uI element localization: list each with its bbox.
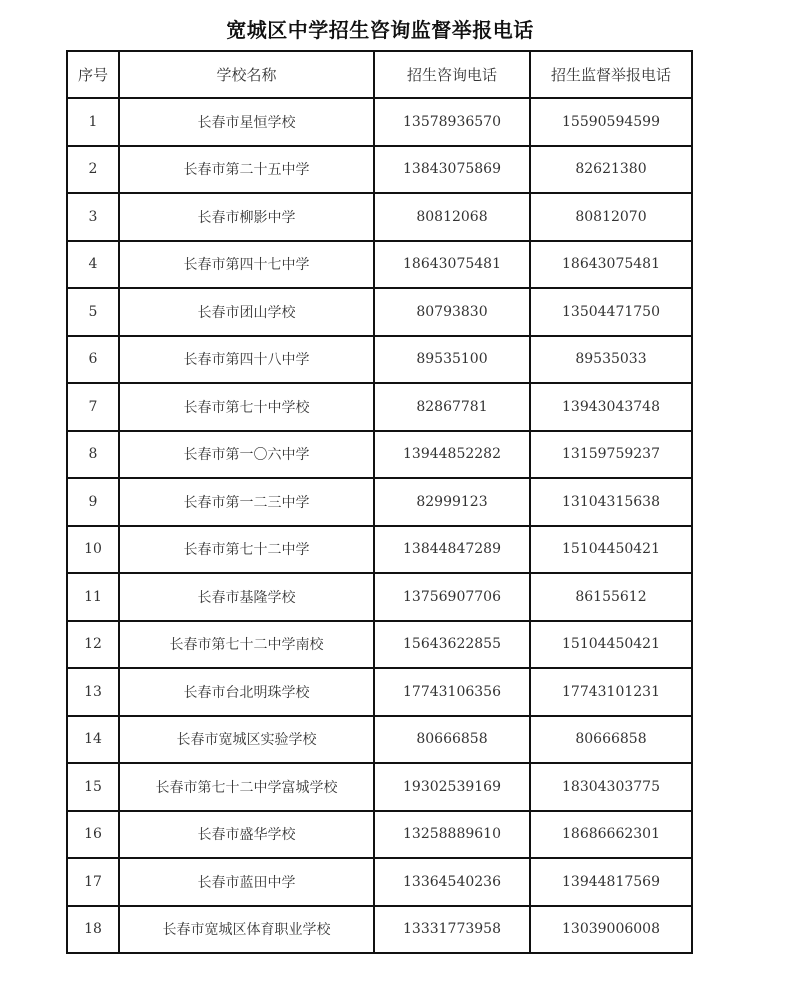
cell-index: 3 xyxy=(67,193,119,241)
cell-school: 长春市第七十二中学南校 xyxy=(119,621,374,669)
cell-report-phone: 13504471750 xyxy=(530,288,692,336)
cell-school: 长春市星恒学校 xyxy=(119,98,374,146)
table-row xyxy=(67,716,692,764)
cell-report-phone: 15590594599 xyxy=(530,98,692,146)
cell-report-phone: 80812070 xyxy=(530,193,692,241)
cell-report-phone: 15104450421 xyxy=(530,621,692,669)
cell-consult-phone: 80666858 xyxy=(374,716,530,764)
cell-report-phone: 18643075481 xyxy=(530,241,692,289)
cell-school: 长春市第七十中学校 xyxy=(119,383,374,431)
cell-consult-phone: 17743106356 xyxy=(374,668,530,716)
cell-consult-phone: 13756907706 xyxy=(374,573,530,621)
cell-consult-phone: 13844847289 xyxy=(374,526,530,574)
cell-school: 长春市基隆学校 xyxy=(119,573,374,621)
table-row xyxy=(67,668,692,716)
cell-consult-phone: 18643075481 xyxy=(374,241,530,289)
cell-school: 长春市第二十五中学 xyxy=(119,146,374,194)
cell-report-phone: 13159759237 xyxy=(530,431,692,479)
cell-index: 15 xyxy=(67,763,119,811)
header-consult-phone: 招生咨询电话 xyxy=(374,51,530,98)
cell-school: 长春市宽城区实验学校 xyxy=(119,716,374,764)
cell-consult-phone: 15643622855 xyxy=(374,621,530,669)
table-row xyxy=(67,858,692,906)
table-row xyxy=(67,478,692,526)
cell-school: 长春市第一〇六中学 xyxy=(119,431,374,479)
cell-consult-phone: 13364540236 xyxy=(374,858,530,906)
cell-consult-phone: 82999123 xyxy=(374,478,530,526)
cell-report-phone: 80666858 xyxy=(530,716,692,764)
cell-consult-phone: 13843075869 xyxy=(374,146,530,194)
cell-index: 8 xyxy=(67,431,119,479)
table-body xyxy=(67,98,692,953)
cell-index: 2 xyxy=(67,146,119,194)
cell-report-phone: 13943043748 xyxy=(530,383,692,431)
table-row xyxy=(67,621,692,669)
cell-report-phone: 13104315638 xyxy=(530,478,692,526)
table-row xyxy=(67,431,692,479)
cell-consult-phone: 82867781 xyxy=(374,383,530,431)
cell-index: 9 xyxy=(67,478,119,526)
header-school-name: 学校名称 xyxy=(119,51,374,98)
cell-index: 6 xyxy=(67,336,119,384)
table-row xyxy=(67,906,692,954)
cell-index: 12 xyxy=(67,621,119,669)
header-index: 序号 xyxy=(67,51,119,98)
cell-consult-phone: 89535100 xyxy=(374,336,530,384)
table-row xyxy=(67,383,692,431)
cell-consult-phone: 13331773958 xyxy=(374,906,530,954)
cell-consult-phone: 13944852282 xyxy=(374,431,530,479)
cell-school: 长春市团山学校 xyxy=(119,288,374,336)
cell-school: 长春市台北明珠学校 xyxy=(119,668,374,716)
cell-report-phone: 13944817569 xyxy=(530,858,692,906)
cell-school: 长春市第四十七中学 xyxy=(119,241,374,289)
table-row xyxy=(67,336,692,384)
cell-index: 17 xyxy=(67,858,119,906)
cell-index: 18 xyxy=(67,906,119,954)
table-row xyxy=(67,193,692,241)
cell-index: 13 xyxy=(67,668,119,716)
cell-index: 10 xyxy=(67,526,119,574)
cell-school: 长春市第七十二中学富城学校 xyxy=(119,763,374,811)
cell-report-phone: 82621380 xyxy=(530,146,692,194)
cell-consult-phone: 80812068 xyxy=(374,193,530,241)
cell-school: 长春市第七十二中学 xyxy=(119,526,374,574)
cell-index: 14 xyxy=(67,716,119,764)
table-row xyxy=(67,146,692,194)
cell-consult-phone: 80793830 xyxy=(374,288,530,336)
cell-index: 7 xyxy=(67,383,119,431)
cell-index: 4 xyxy=(67,241,119,289)
table-header-row xyxy=(67,51,692,98)
cell-index: 1 xyxy=(67,98,119,146)
cell-school: 长春市第一二三中学 xyxy=(119,478,374,526)
header-report-phone: 招生监督举报电话 xyxy=(530,51,692,98)
cell-report-phone: 18686662301 xyxy=(530,811,692,859)
table-row xyxy=(67,288,692,336)
cell-report-phone: 17743101231 xyxy=(530,668,692,716)
school-contact-table xyxy=(66,50,693,954)
cell-school: 长春市柳影中学 xyxy=(119,193,374,241)
cell-school: 长春市蓝田中学 xyxy=(119,858,374,906)
cell-report-phone: 13039006008 xyxy=(530,906,692,954)
cell-school: 长春市盛华学校 xyxy=(119,811,374,859)
document-title: 宽城区中学招生咨询监督举报电话 xyxy=(226,18,534,42)
cell-index: 16 xyxy=(67,811,119,859)
cell-consult-phone: 13258889610 xyxy=(374,811,530,859)
cell-consult-phone: 13578936570 xyxy=(374,98,530,146)
cell-report-phone: 89535033 xyxy=(530,336,692,384)
cell-school: 长春市第四十八中学 xyxy=(119,336,374,384)
cell-index: 5 xyxy=(67,288,119,336)
cell-report-phone: 18304303775 xyxy=(530,763,692,811)
table-row xyxy=(67,763,692,811)
cell-report-phone: 15104450421 xyxy=(530,526,692,574)
table-row xyxy=(67,573,692,621)
cell-index: 11 xyxy=(67,573,119,621)
table-row xyxy=(67,241,692,289)
table-row xyxy=(67,811,692,859)
table-row xyxy=(67,526,692,574)
cell-school: 长春市宽城区体育职业学校 xyxy=(119,906,374,954)
cell-report-phone: 86155612 xyxy=(530,573,692,621)
cell-consult-phone: 19302539169 xyxy=(374,763,530,811)
table-row xyxy=(67,98,692,146)
